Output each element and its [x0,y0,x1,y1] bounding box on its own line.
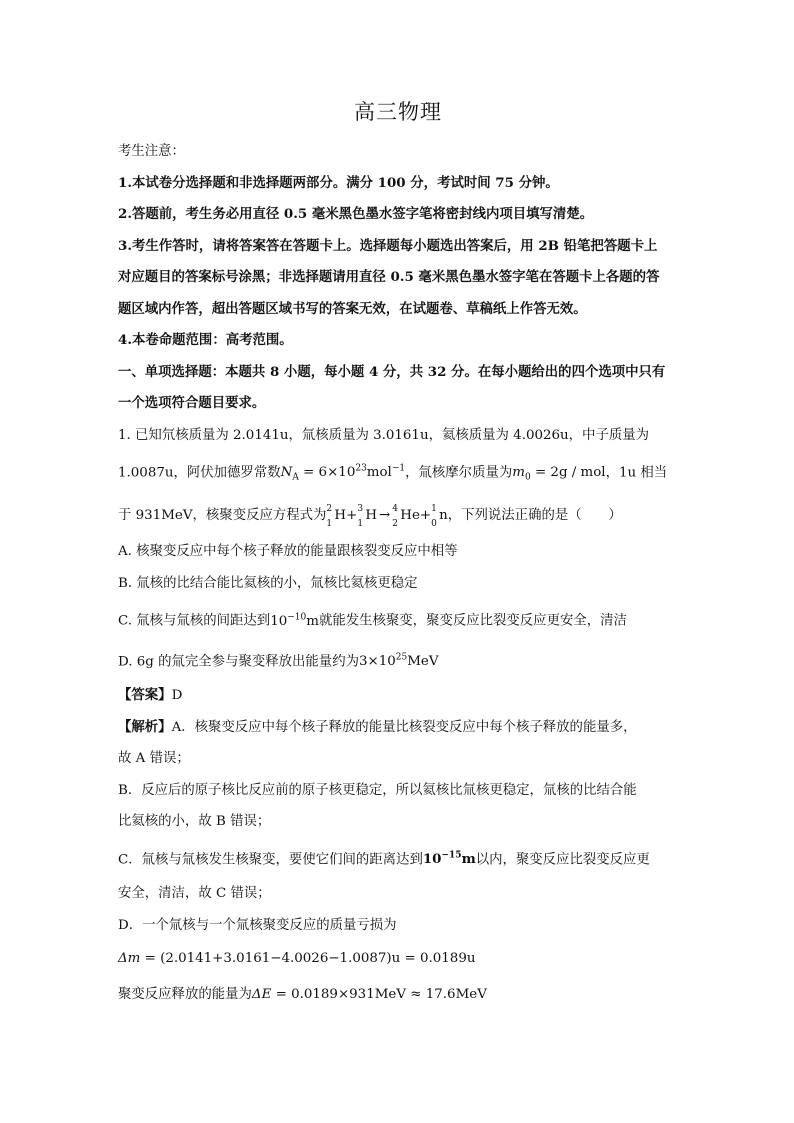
na-unit: mol [366,465,392,481]
answer-label: 【答案】 [118,687,172,704]
option-c-text: C. 氚核与氚核的间距达到 [118,613,271,629]
unit: m [306,613,319,629]
question-1-line-3 [118,496,678,536]
option-a: A. 核聚变反应中每个核子释放的能量跟核裂变反应中相等 [118,544,458,560]
energy-release-line [118,977,678,1013]
unit: m [461,851,476,868]
answer-line [118,680,678,712]
notice-2: 2.答题前，考生务必用直径 0.5 毫米黑色墨水签字笔将密封线内项目填写清楚。 [118,206,594,222]
notice-heading: 考生注意： [118,144,185,159]
exam-page [118,96,678,1013]
option-d [118,640,678,680]
analysis-text: 以内，聚变反应比裂变反应更 [475,852,650,868]
analysis-b-line-1: B．反应后的原子核比反应前的原子核更稳定，所以氦核比氚核更稳定，氚核的比结合能 [118,782,637,798]
equation-text: = 0.0189×931MeV ≈ 17.6MeV [271,987,487,1003]
m0-subscript: 0 [524,473,531,484]
q1-text: ，氚核摩尔质量为 [405,465,513,481]
atomic-number: 1 [357,519,364,530]
power-base: 3×10 [358,654,396,670]
delta-m-symbol: Δm [118,951,141,967]
q1-text: 于 931MeV，核聚变反应方程式为 [118,508,327,524]
power-base: 10 [422,851,442,868]
m0-symbol: m [512,465,525,481]
analysis-text: 聚变反应释放的能量为 [118,987,252,1003]
notice-1: 1.本试卷分选择题和非选择题两部分。满分 100 分，考试时间 75 分钟。 [118,174,559,191]
molar-mass-formula [512,465,606,484]
mass-number: 1 [431,504,437,515]
analysis-label: 【解析】 [118,718,172,735]
power-exponent: −10 [287,612,307,623]
na-value: = 6×10 [298,465,356,481]
analysis-b-line-2: 比氦核的小，故 B 错误； [118,814,271,830]
fusion-equation [326,504,448,530]
mass-number: 4 [392,504,398,515]
option-b: B. 氚核的比结合能比氦核的小，氚核比氦核更稳定 [118,575,418,591]
section-heading: 一、单项选择题：本题共 8 小题，每小题 4 分，共 32 分。在每小题给出的四个选项中只有 [118,363,666,380]
energy-equation [252,987,487,1002]
power-base: 10 [270,613,288,629]
plus-sign: + [346,508,358,524]
analysis-text: C．氚核与氚核发生核聚变，要使它们间的距离达到 [118,852,423,868]
question-1-line-2 [118,451,678,496]
atomic-number: 2 [392,519,398,530]
atomic-number: 0 [431,519,437,530]
power-exponent: 25 [395,652,408,663]
mass-number: 3 [357,504,364,515]
analysis-text: A．核聚变反应中每个核子释放的能量比核裂变反应中每个核子释放的能量多， [171,719,637,735]
notice-4: 4.本卷命题范围：高考范围。 [118,332,293,348]
page-title: 高三物理 [354,100,442,124]
analysis-d-line-1: D．一个氚核与一个氚核聚变反应的质量亏损为 [118,917,397,933]
na-symbol: N [280,465,293,481]
analysis-a-line-2: 故 A 错误； [118,751,190,767]
unit: MeV [407,654,439,670]
neutron-nuclide [431,496,448,536]
analysis-c-line-1 [118,838,678,878]
question-1-line-1: 1. 已知氘核质量为 2.0141u，氚核质量为 3.0161u，氦核质量为 4.0026u，中子质量为 [118,427,650,443]
atomic-number: 1 [326,519,333,530]
helium-nuclide [392,496,420,536]
tritium-nuclide [357,496,378,536]
equation-text: = (2.0141+3.0161−4.0026−1.0087)u = 0.0189u [140,951,476,967]
power-exponent: −15 [441,850,462,861]
plus-sign: + [419,508,432,524]
section-heading-cont: 一个选项符合题目要求。 [118,395,266,411]
mass-defect-equation [118,941,678,977]
mass-number: 2 [326,504,333,515]
analysis-c-line-2: 安全，清洁，故 C 错误； [118,886,271,902]
notice-3-cont: 对应题目的答案标号涂黑；非选择题请用直径 0.5 毫米黑色墨水签字笔在答题卡上各题的答 [118,269,660,285]
delta-e-symbol: ΔE [251,987,272,1003]
option-c [118,599,678,639]
distance-value [270,614,319,629]
element-symbol: H [334,508,347,524]
q1-text: ，下列说法正确的是（ ） [447,508,622,524]
answer-value: D [171,688,183,704]
analysis-a-line-1 [118,712,678,744]
na-unit-exponent: −1 [391,464,406,474]
energy-value [359,654,439,669]
q1-text: 1.0087u，阿伏加德罗常数 [118,465,281,481]
q1-text: ，1u 相当 [605,465,668,481]
avogadro-formula [280,464,406,484]
notice-3-cont2: 题区域内作答，超出答题区域书写的答案无效，在试题卷、草稿纸上作答无效。 [118,300,587,317]
option-c-text: 就能发生核聚变，聚变反应比裂变反应更安全，清洁 [318,613,627,629]
deuterium-nuclide [326,496,347,536]
element-symbol: He [400,508,420,524]
element-symbol: n [439,508,448,524]
arrow-icon: → [379,508,391,524]
distance-value [423,851,476,867]
na-exponent: 23 [355,464,367,474]
na-subscript: A [292,473,299,484]
m0-value: = 2g / mol [530,465,606,481]
notice-3: 3.考生作答时，请将答案答在答题卡上。选择题每小题选出答案后，用 2B 铅笔把答题卡上 [118,237,658,254]
element-symbol: H [365,508,378,524]
option-d-text: D. 6g 的氚完全参与聚变释放出能量约为 [118,654,359,670]
